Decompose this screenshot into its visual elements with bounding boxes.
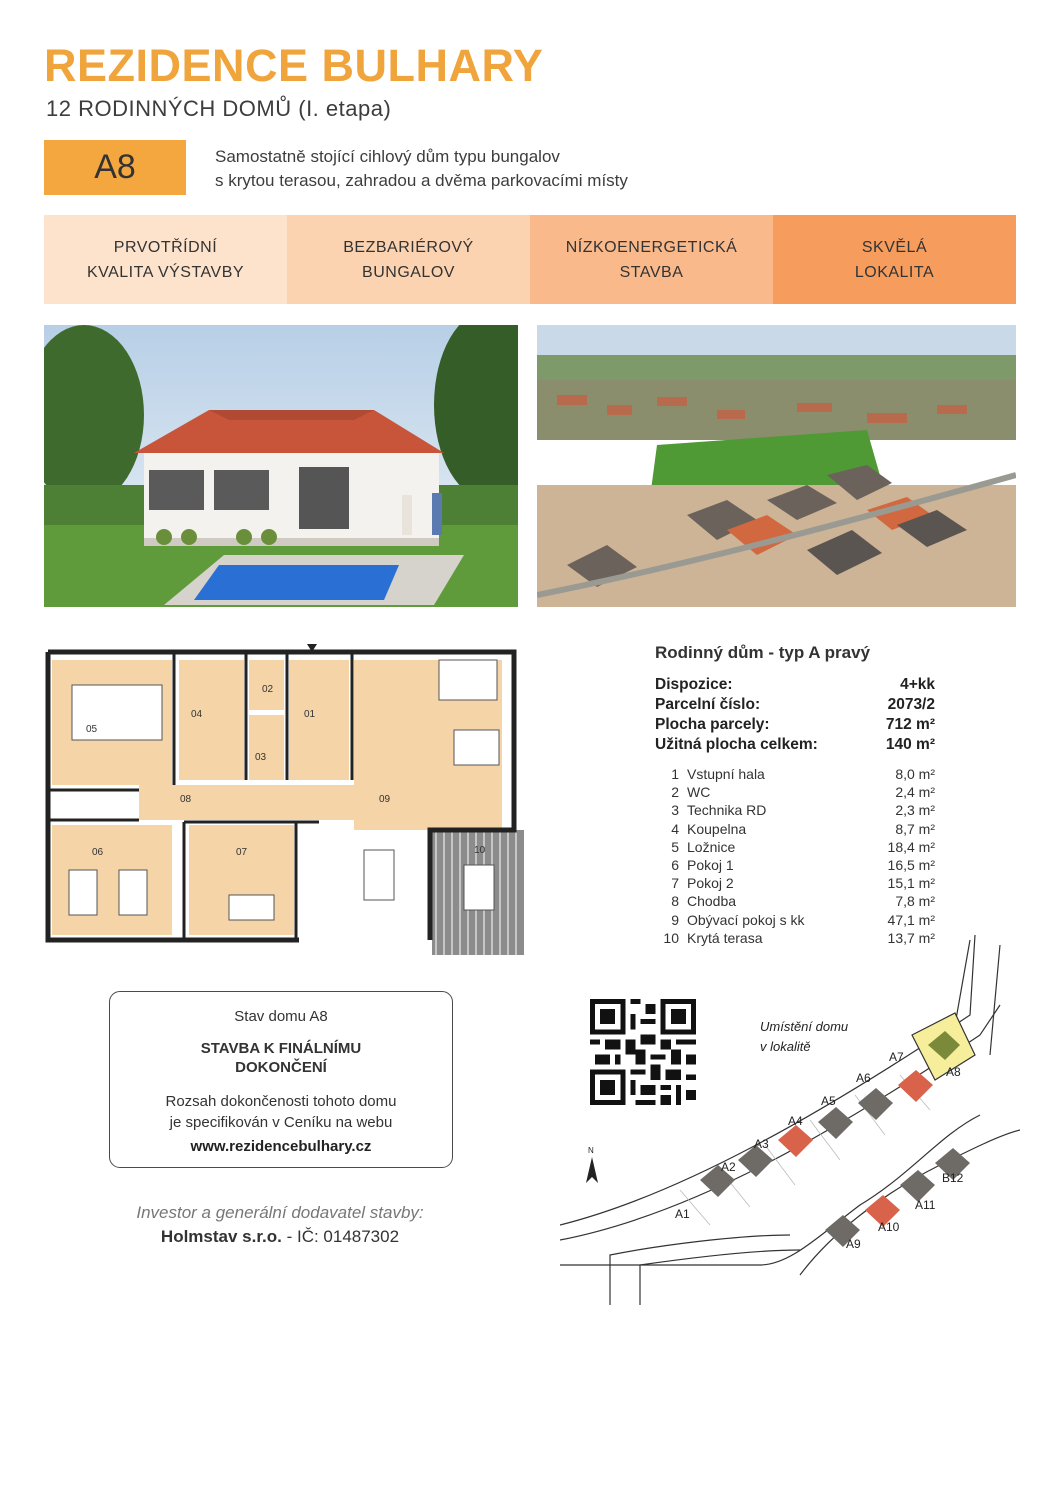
status-note xyxy=(110,1091,452,1133)
house-code-badge: A8 xyxy=(44,140,186,195)
feature-text: BUNGALOV xyxy=(362,263,455,281)
room-area: 7,8 m² xyxy=(895,893,935,910)
room-area: 47,1 m² xyxy=(887,911,935,928)
page-title: REZIDENCE BULHARY xyxy=(44,40,544,91)
feature-text: SKVĚLÁ xyxy=(861,238,928,256)
room-name: WC xyxy=(687,784,711,801)
site-location-map xyxy=(560,935,1020,1305)
room-label-09: 09 xyxy=(379,794,391,805)
room-number: 7 xyxy=(671,875,679,892)
lot-label-a7: A7 xyxy=(889,1050,904,1064)
spec-row xyxy=(655,675,935,695)
room-label-06: 06 xyxy=(92,847,104,858)
room-area: 16,5 m² xyxy=(887,857,935,874)
status-note-line: Rozsah dokončenosti tohoto domu xyxy=(165,1093,397,1110)
spec-label: Užitná plocha celkem: xyxy=(655,736,818,753)
status-value-line: DOKONČENÍ xyxy=(235,1059,327,1076)
room-area: 18,4 m² xyxy=(887,838,935,855)
lot-label-a8: A8 xyxy=(946,1065,961,1079)
lot-label-a1: A1 xyxy=(675,1207,690,1221)
feature-text: STAVBA xyxy=(619,263,684,281)
room-name: Pokoj 2 xyxy=(687,875,734,892)
room-row xyxy=(655,783,935,801)
feature-text: LOKALITA xyxy=(854,263,935,281)
room-area: 13,7 m² xyxy=(887,929,935,946)
company-name: Holmstav s.r.o. xyxy=(160,1227,282,1246)
feature-text: NÍZKOENERGETICKÁ xyxy=(565,238,738,256)
room-label-08: 08 xyxy=(180,794,192,805)
room-row xyxy=(655,911,935,929)
room-label-01: 01 xyxy=(304,709,316,720)
spec-value: 2073/2 xyxy=(887,696,935,713)
status-value xyxy=(110,1039,452,1077)
spec-value: 140 m² xyxy=(885,736,935,753)
feature-strip xyxy=(44,215,1016,304)
north-label: N xyxy=(588,1146,594,1155)
house-visualization-image xyxy=(44,325,518,607)
room-label-05: 05 xyxy=(86,724,98,735)
lot-label-a5: A5 xyxy=(821,1094,836,1108)
room-area: 2,4 m² xyxy=(895,784,935,801)
room-label-07: 07 xyxy=(236,847,248,858)
feature-low-energy xyxy=(530,215,773,304)
feature-text: BEZBARIÉROVÝ xyxy=(343,238,474,256)
lot-label-a11: A11 xyxy=(915,1198,936,1212)
feature-text: PRVOTŘÍDNÍ xyxy=(113,238,218,256)
room-name: Technika RD xyxy=(687,802,767,819)
room-number: 4 xyxy=(671,820,679,837)
room-number: 9 xyxy=(671,911,679,928)
feature-quality xyxy=(44,215,287,304)
page-subtitle: 12 RODINNÝCH DOMŮ (I. etapa) xyxy=(46,96,392,121)
room-row xyxy=(655,801,935,819)
room-area: 8,7 m² xyxy=(895,820,935,837)
room-number: 8 xyxy=(671,893,679,910)
status-value-line: STAVBA K FINÁLNÍMU xyxy=(200,1040,362,1057)
lot-label-a6: A6 xyxy=(856,1071,871,1085)
spec-row xyxy=(655,735,935,755)
floor-plan xyxy=(44,640,528,958)
feature-text: KVALITA VÝSTAVBY xyxy=(86,263,245,281)
feature-barrier-free xyxy=(287,215,530,304)
room-number: 2 xyxy=(671,784,679,801)
room-row xyxy=(655,765,935,783)
status-note-line: je specifikován v Ceníku na webu xyxy=(169,1114,393,1131)
room-name: Chodba xyxy=(687,893,737,910)
room-row xyxy=(655,838,935,856)
spec-row xyxy=(655,695,935,715)
room-name: Krytá terasa xyxy=(687,929,763,946)
lot-label-b12: B12 xyxy=(942,1171,964,1185)
aerial-site-photo xyxy=(537,325,1016,607)
spec-label: Dispozice: xyxy=(655,676,733,693)
investor-company xyxy=(100,1227,460,1247)
map-caption: Umístění domu xyxy=(760,1019,849,1034)
lot-label-a4: A4 xyxy=(788,1114,803,1128)
room-area: 8,0 m² xyxy=(895,766,935,782)
room-label-10: 10 xyxy=(474,845,486,856)
website-link[interactable]: www.rezidencebulhary.cz xyxy=(190,1138,372,1155)
map-caption: v lokalitě xyxy=(760,1039,811,1054)
room-label-03: 03 xyxy=(255,752,267,763)
room-number: 10 xyxy=(663,929,679,946)
room-name: Pokoj 1 xyxy=(687,857,734,874)
house-description xyxy=(215,145,628,193)
lot-label-a3: A3 xyxy=(754,1137,769,1151)
room-row xyxy=(655,820,935,838)
room-name: Koupelna xyxy=(687,820,747,837)
house-status-box xyxy=(109,991,453,1168)
spec-row xyxy=(655,715,935,735)
spec-value: 4+kk xyxy=(900,676,935,693)
room-name: Ložnice xyxy=(687,838,736,855)
room-number: 1 xyxy=(671,766,679,782)
spec-value: 712 m² xyxy=(885,716,935,733)
spec-label: Parcelní číslo: xyxy=(655,696,761,713)
room-name: Vstupní hala xyxy=(687,766,765,782)
feature-location xyxy=(773,215,1016,304)
investor-info xyxy=(100,1203,460,1247)
description-line: s krytou terasou, zahradou a dvěma parkovacími místy xyxy=(215,171,628,190)
status-label: Stav domu A8 xyxy=(234,1008,328,1025)
company-ico: - IČ: 01487302 xyxy=(281,1227,400,1246)
room-row xyxy=(655,892,935,910)
room-list xyxy=(655,765,935,947)
spec-title: Rodinný dům - typ A pravý xyxy=(655,643,871,662)
lot-label-a2: A2 xyxy=(721,1160,736,1174)
lot-label-a9: A9 xyxy=(846,1237,861,1251)
room-area: 2,3 m² xyxy=(895,802,935,819)
room-label-04: 04 xyxy=(191,709,203,720)
room-row xyxy=(655,856,935,874)
lot-label-a10: A10 xyxy=(878,1220,900,1234)
description-line: Samostatně stojící cihlový dům typu bungalov xyxy=(215,147,560,166)
room-number: 6 xyxy=(671,857,679,874)
spec-label: Plocha parcely: xyxy=(655,716,770,733)
investor-label: Investor a generální dodavatel stavby: xyxy=(136,1203,424,1222)
room-row xyxy=(655,874,935,892)
room-label-02: 02 xyxy=(262,684,274,695)
room-number: 5 xyxy=(671,838,679,855)
room-area: 15,1 m² xyxy=(887,875,935,892)
house-specification xyxy=(655,643,935,947)
room-name: Obývací pokoj s kk xyxy=(687,911,805,928)
room-number: 3 xyxy=(671,802,679,819)
north-arrow-icon xyxy=(586,1146,598,1183)
